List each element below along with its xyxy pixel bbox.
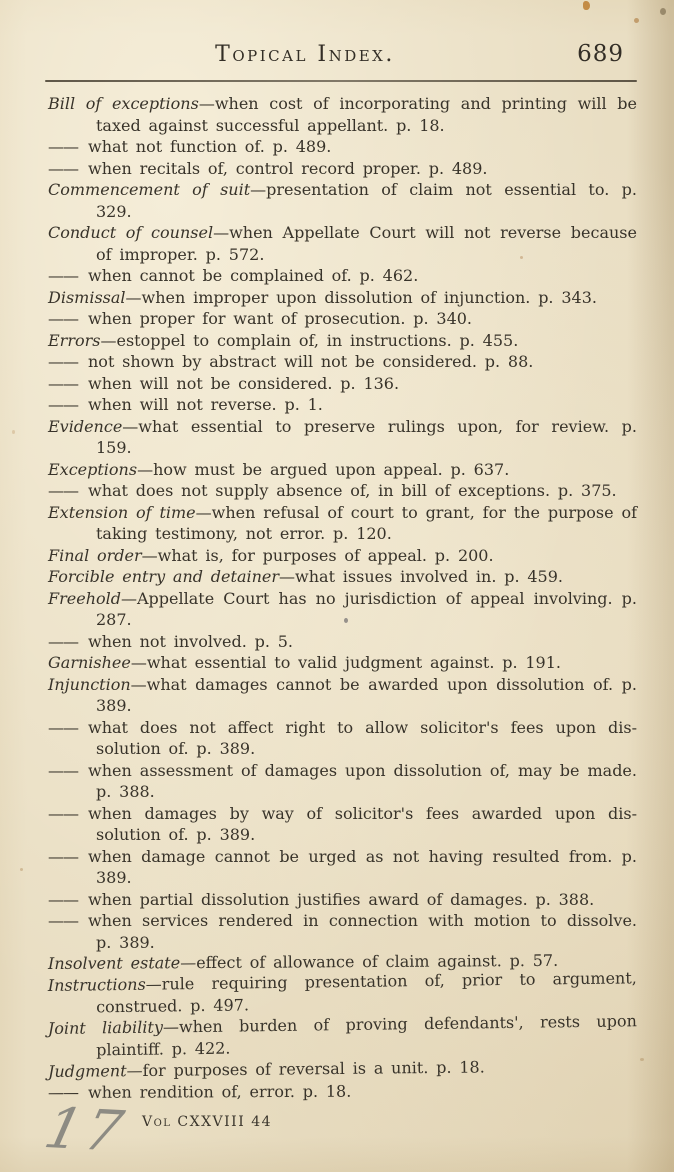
index-entry: Freehold—Appellate Court has no jurisdiction of appeal involving. p. 287. [48,588,637,629]
entry-term: Extension of time [48,502,196,522]
entry-dash: —— [48,137,78,156]
page-number: 689 [577,41,624,67]
entry-term: Injunction [48,674,131,694]
index-entry: Evidence—what essential to preserve rulings upon, for review. p. 159. [48,416,637,457]
entry-term: Joint liability [47,1016,164,1038]
entry-dash: —— [47,1082,79,1102]
index-entry: —— what not function of. p. 489. [48,137,332,156]
index-entry: Extension of time—when refusal of court to grant, for the purpose of taking testimony, not error. p. 120. [48,502,637,543]
paper-speck [20,868,23,871]
entry-dash: —— [48,631,78,651]
entry-term: Dismissal [48,287,126,307]
entry-dash: —— [48,352,78,371]
index-entry: Judgment—for purposes of reversal is a unit. p. 18. [47,1056,485,1081]
index-entry: —— what does not supply absence of, in bill of exceptions. p. 375. [48,481,617,500]
entry-dash: —— [48,481,78,500]
entry-term: Judgment [47,1060,127,1081]
index-entry: Joint liability—when burden of proving defendants', rests upon plaintiff. p. 422. [47,1010,637,1059]
entry-term: Forcible entry and detainer [48,567,280,586]
index-entry: Garnishee—what essential to valid judgment against. p. 191. [48,653,561,672]
page-title: Topical Index. [215,42,395,67]
index-entry: —— when services rendered in connection with motion to dissolve. p. 389. [48,911,637,952]
entry-dash: —— [48,889,78,909]
entry-term: Garnishee [48,653,131,672]
entry-term: Commencement of suit [48,180,251,199]
index-entry: —— when partial dissolution justifies award of damages. p. 388. [48,889,595,909]
entry-dash: —— [48,158,78,178]
entry-dash: —— [48,803,78,823]
paper-speck [640,1058,644,1061]
volume-footer-line: Vol CXXVIII 44 [142,1114,273,1130]
index-entry: —— when proper for want of prosecution. p. 340. [48,309,473,328]
entry-term: Bill of exceptions [48,94,199,113]
entry-term: Evidence [48,416,123,436]
index-entry: Bill of exceptions—when cost of incorporating and printing will be taxed against successful appellant. p. 18. [48,94,637,135]
index-entries [48,93,637,1104]
index-entry: —— when assessment of damages upon dissolution of, may be made. p. 388. [48,760,637,801]
index-entry: —— not shown by abstract will not be considered. p. 88. [48,352,534,371]
handwritten-page-annotation: 17 [38,1096,133,1165]
index-entry: —— when will not be considered. p. 136. [48,373,400,393]
index-entry: —— when rendition of, error. p. 18. [47,1081,352,1102]
entry-term: Freehold [48,588,121,608]
entry-dash: —— [48,911,78,930]
entry-dash: —— [48,266,78,285]
entry-term: Conduct of counsel [48,223,214,242]
header-rule [45,80,637,82]
index-entry: —— when not involved. p. 5. [48,631,294,651]
index-entry: Exceptions—how must be argued upon appeal. p. 637. [48,459,510,479]
index-entry: Insolvent estate—effect of allowance of claim against. p. 57. [47,950,559,973]
index-entry: Final order—what is, for purposes of appeal. p. 200. [48,545,494,565]
index-entry: Instructions—rule requiring presentation of, prior to argument, construed. p. 497. [47,967,637,1016]
index-entry: Dismissal—when improper upon dissolution of injunction. p. 343. [48,287,597,307]
ink-speck [344,618,348,623]
index-entry: Forcible entry and detainer—what issues involved in. p. 459. [48,567,563,586]
entry-dash: —— [48,717,78,737]
index-entry: —— when recitals of, control record proper. p. 489. [48,158,488,178]
entry-term: Exceptions [48,459,138,479]
entry-dash: —— [48,760,78,780]
entry-term: Instructions [47,974,146,995]
paper-speck [660,8,666,15]
index-entry: —— when cannot be complained of. p. 462. [48,266,419,285]
entry-dash: —— [48,395,78,414]
index-entry: —— what does not affect right to allow solicitor's fees upon dissolution of. p. 389. [48,717,637,758]
entry-term: Insolvent estate [47,953,181,973]
index-entry: Errors—estoppel to complain of, in instructions. p. 455. [48,330,519,350]
paper-speck [12,430,15,434]
index-entry: —— when damage cannot be urged as not having resulted from. p. 389. [48,846,637,887]
index-entry: —— when will not reverse. p. 1. [48,395,323,414]
index-entry: Commencement of suit—presentation of claim not essential to. p. 329. [48,180,637,221]
entry-term: Errors [48,330,101,350]
paper-speck [520,256,523,259]
entry-dash: —— [48,373,78,393]
index-entry: Conduct of counsel—when Appellate Court will not reverse because of improper. p. 572. [48,223,637,264]
entry-term: Final order [48,545,142,565]
index-entry: —— when damages by way of solicitor's fees awarded upon dissolution of. p. 389. [48,803,637,844]
index-entry: Injunction—what damages cannot be awarded upon dissolution of. p. 389. [48,674,637,715]
paper-speck [583,1,590,10]
entry-dash: —— [48,846,78,866]
entry-dash: —— [48,309,78,328]
paper-speck [634,18,639,23]
